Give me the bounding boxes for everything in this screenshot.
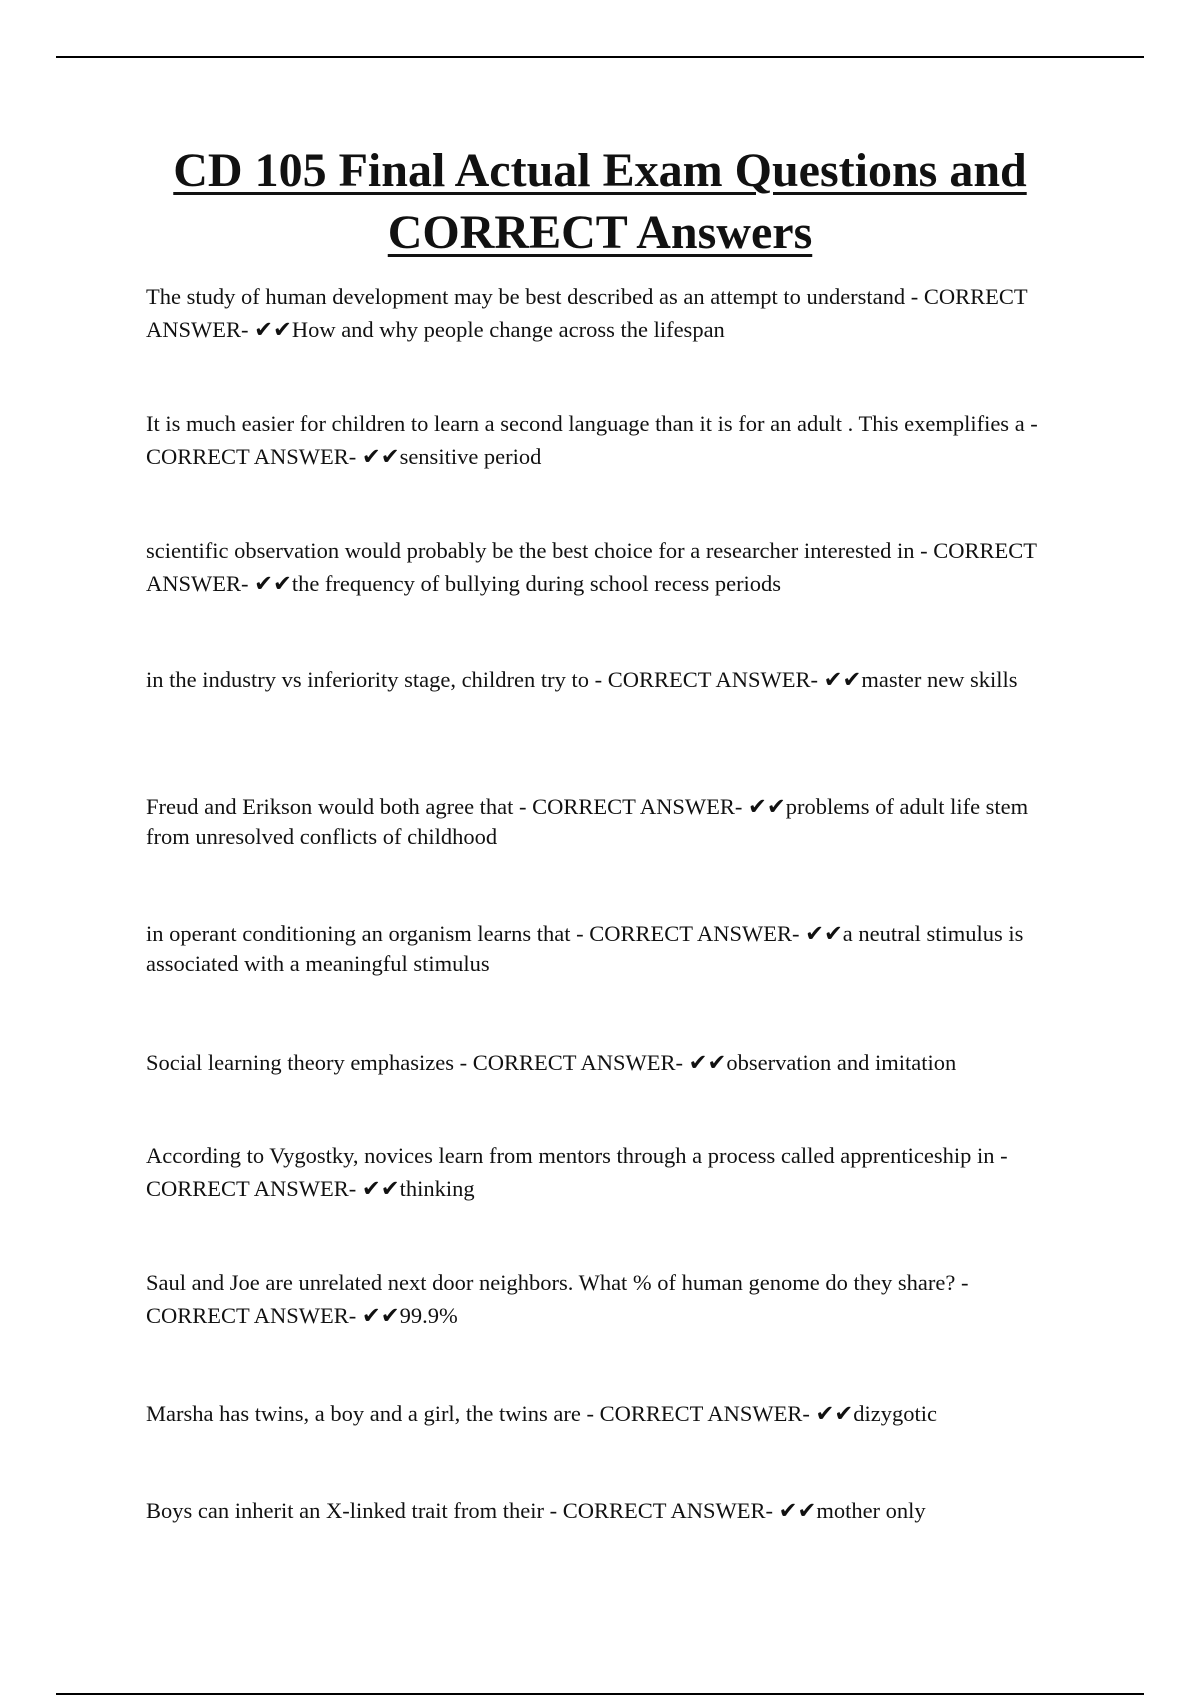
- qa-item-7: Social learning theory emphasizes - CORRECT ANSWER- ✔✔observation and imitation: [146, 1050, 957, 1075]
- document-title: [100, 140, 1100, 264]
- qa-item-10: Marsha has twins, a boy and a girl, the twins are - CORRECT ANSWER- ✔✔dizygotic: [146, 1401, 937, 1426]
- qa-item-6: in operant conditioning an organism learns that - CORRECT ANSWER- ✔✔a neutral stimulus is associated with a meaningful stimulus: [146, 921, 1024, 976]
- top-rule: [56, 56, 1144, 58]
- title-line-1: CD 105 Final Actual Exam Questions and: [173, 144, 1027, 197]
- qa-item-5: Freud and Erikson would both agree that - CORRECT ANSWER- ✔✔problems of adult life stem from unresolved conflicts of childhood: [146, 794, 1029, 849]
- qa-item-11: Boys can inherit an X-linked trait from their - CORRECT ANSWER- ✔✔mother only: [146, 1498, 926, 1523]
- qa-item-1: The study of human development may be best described as an attempt to understand - CORRECT ANSWER- ✔✔How and why people change across the lifespan: [146, 284, 1028, 342]
- qa-item-3: scientific observation would probably be the best choice for a researcher interested in - CORRECT ANSWER- ✔✔the frequency of bullying during school recess periods: [146, 538, 1037, 596]
- title-line-2: CORRECT Answers: [387, 206, 813, 259]
- qa-item-2: It is much easier for children to learn a second language than it is for an adult . This exemplifies a - CORRECT ANSWER- ✔✔sensitive period: [146, 411, 1038, 469]
- qa-item-8: According to Vygostky, novices learn from mentors through a process called apprenticeship in - CORRECT ANSWER- ✔✔thinking: [146, 1143, 1008, 1201]
- qa-item-9: Saul and Joe are unrelated next door neighbors. What % of human genome do they share? - CORRECT ANSWER- ✔✔99.9%: [146, 1270, 969, 1328]
- bottom-rule: [56, 1693, 1144, 1695]
- qa-item-4: in the industry vs inferiority stage, children try to - CORRECT ANSWER- ✔✔master new skills: [146, 667, 1018, 692]
